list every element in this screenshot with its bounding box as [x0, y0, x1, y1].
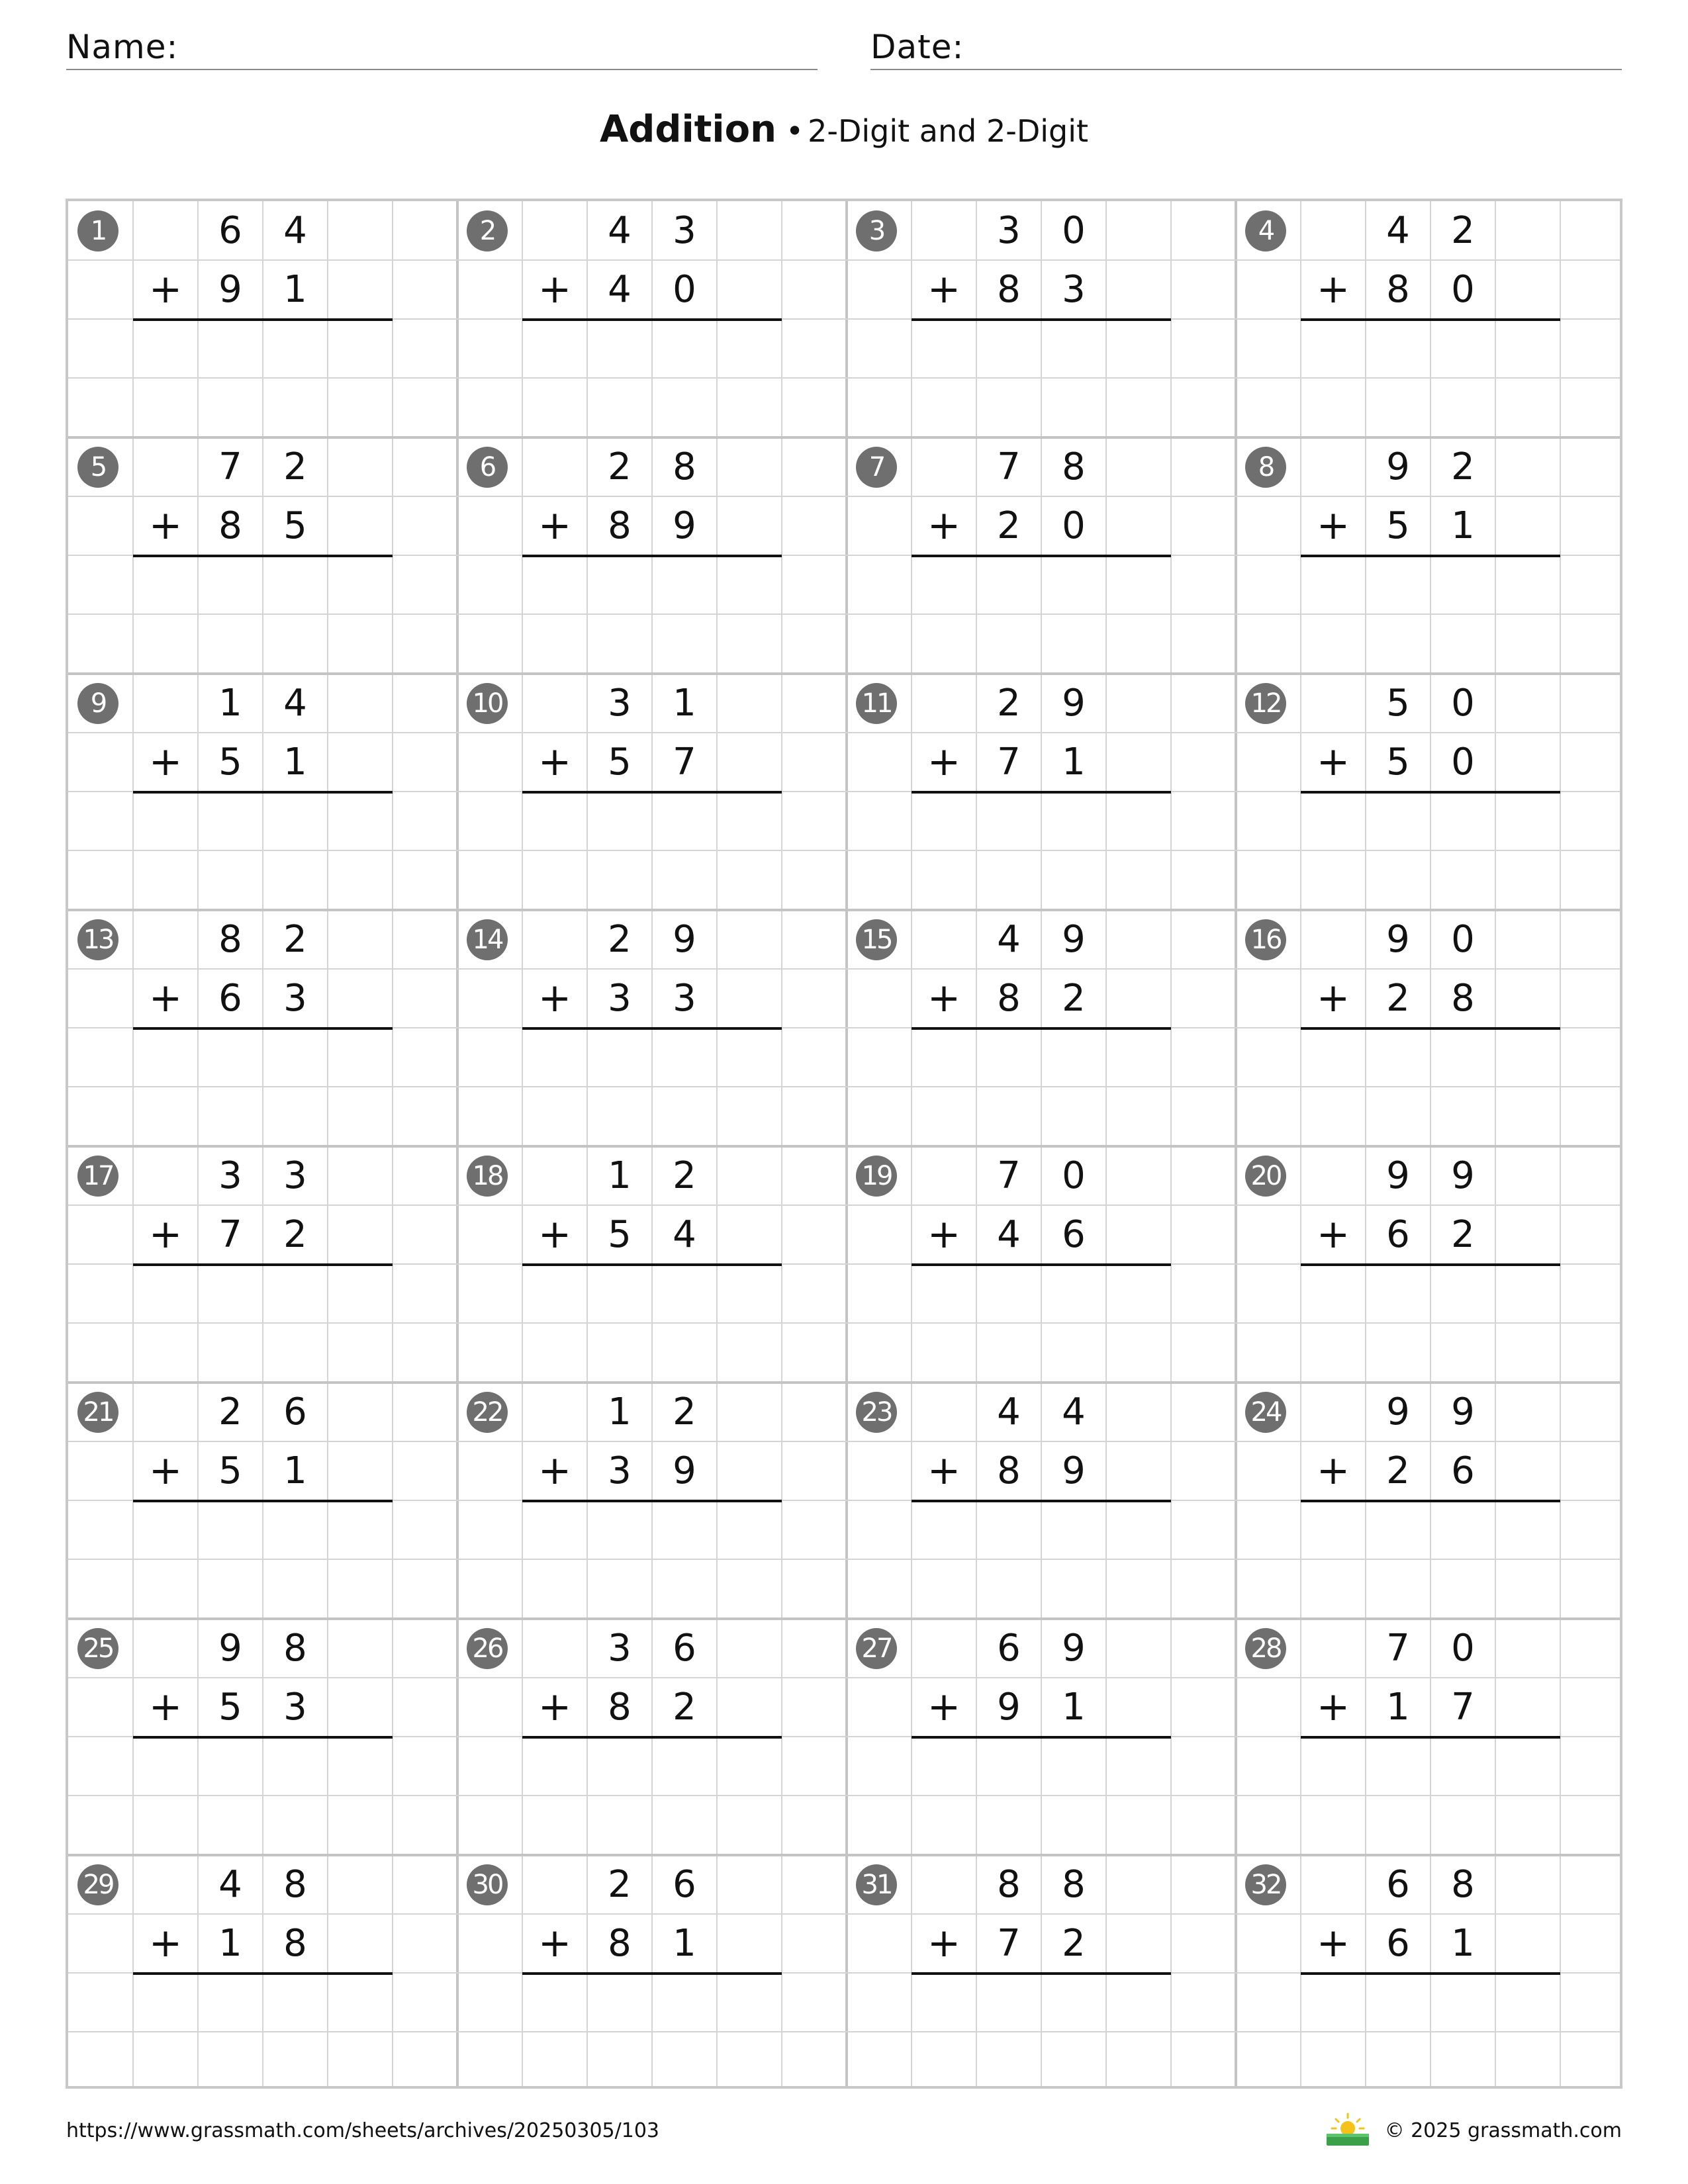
addend-top-digit: 6 [1386, 1863, 1410, 1906]
addend-top-digit: 2 [997, 682, 1021, 725]
addend-top-digit: 2 [608, 445, 632, 488]
addend-top-digit: 4 [218, 1863, 242, 1906]
addend-bottom-digit: 5 [1386, 504, 1410, 547]
problem-number-badge: 2 [467, 210, 508, 251]
sum-line [133, 318, 393, 321]
addend-top-digit: 3 [673, 209, 696, 252]
addend-top-digit: 9 [1386, 1154, 1410, 1197]
addend-bottom-digit: 9 [673, 504, 696, 547]
sum-line [1301, 555, 1560, 557]
title-main: Addition [599, 108, 776, 151]
sum-line [522, 1500, 782, 1502]
addend-bottom-digit: 2 [673, 1686, 696, 1729]
addend-bottom-digit: 8 [1386, 268, 1410, 311]
title-separator: • [785, 113, 804, 149]
problem-26 [457, 1619, 847, 1855]
addend-bottom-digit: 1 [673, 1922, 696, 1965]
problem-10 [457, 674, 847, 910]
addend-bottom-digit: 6 [1386, 1922, 1410, 1965]
footer-copyright: © 2025 grassmath.com [1384, 2119, 1622, 2142]
addend-bottom-digit: 1 [1062, 741, 1086, 784]
addend-top-digit: 6 [673, 1627, 696, 1670]
addend-bottom-digit: 2 [1386, 977, 1410, 1020]
addend-bottom-digit: 5 [218, 1686, 242, 1729]
addend-top-digit: 2 [673, 1154, 696, 1197]
problem-number-badge: 28 [1245, 1628, 1286, 1669]
problem-number-badge: 11 [856, 683, 897, 724]
problem-8 [1236, 437, 1625, 674]
name-label: Name: [66, 28, 179, 66]
addend-top-digit: 9 [218, 1627, 242, 1670]
problem-29 [68, 1855, 457, 2091]
plus-sign: + [1316, 1447, 1350, 1494]
addend-bottom-digit: 7 [218, 1213, 242, 1256]
addend-bottom-digit: 7 [997, 741, 1021, 784]
addend-top-digit: 2 [673, 1390, 696, 1433]
addend-top-digit: 6 [997, 1627, 1021, 1670]
grass-sun-logo-icon [1324, 2111, 1372, 2148]
plus-sign: + [538, 1920, 572, 1966]
addend-bottom-digit: 1 [1451, 504, 1475, 547]
problem-grid [66, 199, 1622, 2089]
plus-sign: + [538, 1684, 572, 1730]
plus-sign: + [927, 739, 961, 785]
problem-11 [847, 674, 1236, 910]
problem-7 [847, 437, 1236, 674]
sum-line [522, 1027, 782, 1030]
addend-top-digit: 7 [997, 445, 1021, 488]
sum-line [133, 1500, 393, 1502]
problem-18 [457, 1146, 847, 1383]
plus-sign: + [1316, 1684, 1350, 1730]
plus-sign: + [538, 975, 572, 1021]
plus-sign: + [927, 502, 961, 549]
addend-bottom-digit: 1 [1062, 1686, 1086, 1729]
addend-bottom-digit: 0 [673, 268, 696, 311]
problem-number-badge: 9 [77, 683, 118, 724]
addend-top-digit: 1 [673, 682, 696, 725]
problem-31 [847, 1855, 1236, 2091]
sum-line [912, 1263, 1171, 1266]
sum-line [522, 1972, 782, 1975]
addend-bottom-digit: 7 [1451, 1686, 1475, 1729]
addend-top-digit: 9 [1386, 918, 1410, 961]
problem-19 [847, 1146, 1236, 1383]
problem-number-badge: 8 [1245, 447, 1286, 488]
problem-number-badge: 31 [856, 1864, 897, 1905]
addend-top-digit: 2 [1451, 209, 1475, 252]
addend-bottom-digit: 4 [608, 268, 632, 311]
problem-number-badge: 4 [1245, 210, 1286, 251]
problem-20 [1236, 1146, 1625, 1383]
sum-line [522, 555, 782, 557]
sum-line [133, 1736, 393, 1739]
addend-top-digit: 8 [1062, 445, 1086, 488]
addend-bottom-digit: 4 [997, 1213, 1021, 1256]
plus-sign: + [148, 266, 183, 312]
sum-line [1301, 791, 1560, 794]
addend-bottom-digit: 8 [1451, 977, 1475, 1020]
problem-4 [1236, 201, 1625, 437]
addend-top-digit: 1 [608, 1154, 632, 1197]
addend-top-digit: 8 [283, 1627, 307, 1670]
problem-15 [847, 910, 1236, 1146]
addend-bottom-digit: 5 [283, 504, 307, 547]
addend-bottom-digit: 1 [283, 1449, 307, 1492]
plus-sign: + [538, 1447, 572, 1494]
addend-top-digit: 4 [283, 682, 307, 725]
addend-bottom-digit: 3 [608, 1449, 632, 1492]
addend-bottom-digit: 3 [673, 977, 696, 1020]
plus-sign: + [538, 739, 572, 785]
problem-number-badge: 16 [1245, 919, 1286, 960]
addend-bottom-digit: 9 [997, 1686, 1021, 1729]
plus-sign: + [927, 266, 961, 312]
addend-bottom-digit: 2 [997, 504, 1021, 547]
problem-24 [1236, 1383, 1625, 1619]
sum-line [133, 1263, 393, 1266]
problem-5 [68, 437, 457, 674]
addend-top-digit: 0 [1062, 209, 1086, 252]
problem-21 [68, 1383, 457, 1619]
addend-top-digit: 2 [283, 445, 307, 488]
plus-sign: + [927, 975, 961, 1021]
title-subtitle: 2-Digit and 2-Digit [808, 113, 1089, 149]
sum-line [912, 1027, 1171, 1030]
plus-sign: + [1316, 975, 1350, 1021]
addend-top-digit: 4 [608, 209, 632, 252]
addend-bottom-digit: 1 [283, 741, 307, 784]
problem-3 [847, 201, 1236, 437]
addend-bottom-digit: 8 [608, 504, 632, 547]
plus-sign: + [148, 739, 183, 785]
footer-url[interactable]: https://www.grassmath.com/sheets/archives/20250305/103 [66, 2119, 660, 2142]
sum-line [133, 1027, 393, 1030]
addend-top-digit: 3 [608, 1627, 632, 1670]
addend-top-digit: 2 [608, 918, 632, 961]
addend-bottom-digit: 8 [283, 1922, 307, 1965]
addend-top-digit: 4 [997, 918, 1021, 961]
addend-bottom-digit: 6 [218, 977, 242, 1020]
plus-sign: + [148, 502, 183, 549]
addend-bottom-digit: 1 [218, 1922, 242, 1965]
problem-12 [1236, 674, 1625, 910]
sum-line [133, 791, 393, 794]
addend-bottom-digit: 1 [1386, 1686, 1410, 1729]
sum-line [1301, 1972, 1560, 1975]
addend-bottom-digit: 2 [283, 1213, 307, 1256]
sum-line [522, 318, 782, 321]
name-field[interactable] [66, 25, 818, 70]
plus-sign: + [927, 1211, 961, 1257]
plus-sign: + [1316, 502, 1350, 549]
addend-top-digit: 3 [997, 209, 1021, 252]
addend-bottom-digit: 6 [1062, 1213, 1086, 1256]
addend-bottom-digit: 5 [218, 741, 242, 784]
problem-25 [68, 1619, 457, 1855]
plus-sign: + [538, 502, 572, 549]
addend-top-digit: 9 [1386, 445, 1410, 488]
problem-number-badge: 24 [1245, 1392, 1286, 1433]
addend-bottom-digit: 2 [1386, 1449, 1410, 1492]
addend-top-digit: 2 [218, 1390, 242, 1433]
problem-22 [457, 1383, 847, 1619]
plus-sign: + [148, 1211, 183, 1257]
problem-23 [847, 1383, 1236, 1619]
plus-sign: + [148, 1447, 183, 1494]
problem-number-badge: 3 [856, 210, 897, 251]
addend-top-digit: 3 [283, 1154, 307, 1197]
addend-bottom-digit: 7 [673, 741, 696, 784]
plus-sign: + [538, 1211, 572, 1257]
worksheet-title [0, 106, 1688, 155]
sum-line [1301, 1027, 1560, 1030]
addend-bottom-digit: 3 [1062, 268, 1086, 311]
sum-line [1301, 1500, 1560, 1502]
addend-bottom-digit: 0 [1451, 268, 1475, 311]
addend-top-digit: 9 [1386, 1390, 1410, 1433]
problem-number-badge: 23 [856, 1392, 897, 1433]
problem-number-badge: 17 [77, 1156, 118, 1197]
addend-top-digit: 7 [997, 1154, 1021, 1197]
problem-number-badge: 13 [77, 919, 118, 960]
addend-top-digit: 3 [608, 682, 632, 725]
addend-bottom-digit: 7 [997, 1922, 1021, 1965]
sum-line [912, 1500, 1171, 1502]
addend-bottom-digit: 8 [608, 1686, 632, 1729]
addend-top-digit: 5 [1386, 682, 1410, 725]
addend-bottom-digit: 5 [608, 741, 632, 784]
addend-top-digit: 7 [218, 445, 242, 488]
addend-bottom-digit: 8 [218, 504, 242, 547]
problem-13 [68, 910, 457, 1146]
problem-number-badge: 12 [1245, 683, 1286, 724]
problem-number-badge: 14 [467, 919, 508, 960]
addend-top-digit: 0 [1062, 1154, 1086, 1197]
addend-top-digit: 8 [1062, 1863, 1086, 1906]
addend-top-digit: 9 [1451, 1390, 1475, 1433]
problem-number-badge: 20 [1245, 1156, 1286, 1197]
addend-top-digit: 1 [218, 682, 242, 725]
date-label: Date: [870, 28, 964, 66]
addend-bottom-digit: 1 [1451, 1922, 1475, 1965]
problem-number-badge: 29 [77, 1864, 118, 1905]
addend-bottom-digit: 5 [608, 1213, 632, 1256]
addend-top-digit: 6 [673, 1863, 696, 1906]
plus-sign: + [927, 1447, 961, 1494]
problem-number-badge: 5 [77, 447, 118, 488]
addend-bottom-digit: 0 [1451, 741, 1475, 784]
problem-number-badge: 7 [856, 447, 897, 488]
sum-line [1301, 1736, 1560, 1739]
addend-top-digit: 9 [1062, 682, 1086, 725]
addend-bottom-digit: 5 [1386, 741, 1410, 784]
addend-bottom-digit: 3 [283, 1686, 307, 1729]
addend-bottom-digit: 1 [283, 268, 307, 311]
sum-line [522, 1263, 782, 1266]
sum-line [522, 791, 782, 794]
problem-9 [68, 674, 457, 910]
addend-top-digit: 3 [218, 1154, 242, 1197]
addend-top-digit: 4 [283, 209, 307, 252]
sum-line [133, 1972, 393, 1975]
sum-line [912, 318, 1171, 321]
addend-top-digit: 9 [1062, 1627, 1086, 1670]
plus-sign: + [1316, 266, 1350, 312]
addend-bottom-digit: 2 [1062, 1922, 1086, 1965]
problem-17 [68, 1146, 457, 1383]
problem-number-badge: 22 [467, 1392, 508, 1433]
addend-bottom-digit: 2 [1451, 1213, 1475, 1256]
problem-6 [457, 437, 847, 674]
addend-bottom-digit: 3 [283, 977, 307, 1020]
addend-top-digit: 1 [608, 1390, 632, 1433]
problem-30 [457, 1855, 847, 2091]
addend-bottom-digit: 6 [1451, 1449, 1475, 1492]
problem-number-badge: 30 [467, 1864, 508, 1905]
problem-number-badge: 10 [467, 683, 508, 724]
sum-line [912, 791, 1171, 794]
problem-number-badge: 1 [77, 210, 118, 251]
addend-top-digit: 2 [283, 918, 307, 961]
problem-number-badge: 26 [467, 1628, 508, 1669]
addend-top-digit: 8 [218, 918, 242, 961]
problem-14 [457, 910, 847, 1146]
plus-sign: + [148, 1684, 183, 1730]
addend-top-digit: 8 [673, 445, 696, 488]
plus-sign: + [538, 266, 572, 312]
addend-bottom-digit: 0 [1062, 504, 1086, 547]
addend-top-digit: 9 [1062, 918, 1086, 961]
plus-sign: + [1316, 1211, 1350, 1257]
addend-top-digit: 9 [673, 918, 696, 961]
sum-line [1301, 1263, 1560, 1266]
problem-number-badge: 21 [77, 1392, 118, 1433]
addend-bottom-digit: 8 [997, 1449, 1021, 1492]
addend-top-digit: 8 [1451, 1863, 1475, 1906]
plus-sign: + [1316, 739, 1350, 785]
addend-top-digit: 7 [1386, 1627, 1410, 1670]
problem-number-badge: 25 [77, 1628, 118, 1669]
plus-sign: + [148, 975, 183, 1021]
addend-top-digit: 4 [997, 1390, 1021, 1433]
problem-2 [457, 201, 847, 437]
addend-top-digit: 4 [1062, 1390, 1086, 1433]
sum-line [912, 555, 1171, 557]
problem-number-badge: 15 [856, 919, 897, 960]
problem-1 [68, 201, 457, 437]
sum-line [133, 555, 393, 557]
problem-32 [1236, 1855, 1625, 2091]
addend-bottom-digit: 8 [997, 268, 1021, 311]
problem-27 [847, 1619, 1236, 1855]
sum-line [522, 1736, 782, 1739]
addend-top-digit: 8 [997, 1863, 1021, 1906]
addend-top-digit: 9 [1451, 1154, 1475, 1197]
addend-top-digit: 2 [608, 1863, 632, 1906]
addend-bottom-digit: 9 [673, 1449, 696, 1492]
problem-number-badge: 19 [856, 1156, 897, 1197]
addend-bottom-digit: 4 [673, 1213, 696, 1256]
plus-sign: + [1316, 1920, 1350, 1966]
sum-line [912, 1736, 1171, 1739]
problem-number-badge: 32 [1245, 1864, 1286, 1905]
date-field[interactable] [870, 25, 1622, 70]
problem-number-badge: 18 [467, 1156, 508, 1197]
addend-top-digit: 4 [1386, 209, 1410, 252]
addend-top-digit: 2 [1451, 445, 1475, 488]
addend-bottom-digit: 8 [608, 1922, 632, 1965]
sum-line [1301, 318, 1560, 321]
problem-number-badge: 27 [856, 1628, 897, 1669]
addend-bottom-digit: 3 [608, 977, 632, 1020]
problem-28 [1236, 1619, 1625, 1855]
addend-bottom-digit: 2 [1062, 977, 1086, 1020]
problem-number-badge: 6 [467, 447, 508, 488]
addend-top-digit: 6 [283, 1390, 307, 1433]
plus-sign: + [927, 1920, 961, 1966]
addend-top-digit: 0 [1451, 918, 1475, 961]
sum-line [912, 1972, 1171, 1975]
plus-sign: + [148, 1920, 183, 1966]
addend-top-digit: 6 [218, 209, 242, 252]
addend-bottom-digit: 5 [218, 1449, 242, 1492]
addend-top-digit: 8 [283, 1863, 307, 1906]
problem-16 [1236, 910, 1625, 1146]
addend-bottom-digit: 9 [218, 268, 242, 311]
addend-bottom-digit: 6 [1386, 1213, 1410, 1256]
addend-bottom-digit: 9 [1062, 1449, 1086, 1492]
addend-top-digit: 0 [1451, 1627, 1475, 1670]
addend-bottom-digit: 8 [997, 977, 1021, 1020]
plus-sign: + [927, 1684, 961, 1730]
addend-top-digit: 0 [1451, 682, 1475, 725]
